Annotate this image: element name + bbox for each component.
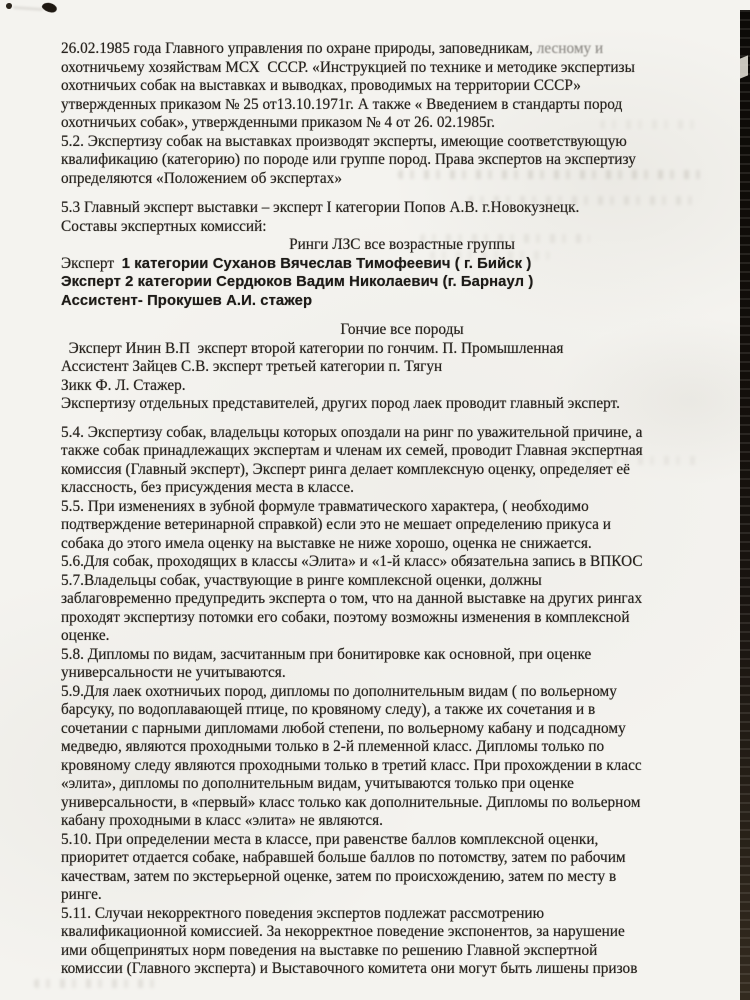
- doc-line: Составы экспертных комиссий:: [61, 217, 267, 235]
- doc-line: Ассистент- Прокушев А.И. стажер: [61, 292, 313, 309]
- ink-blot: [41, 1, 58, 15]
- doc-line: подтверждение ветеринарной справкой) если это не мешает определению прикуса и: [61, 516, 611, 533]
- scanner-edge-notch: [740, 55, 748, 78]
- doc-line: оценке.: [61, 627, 110, 644]
- doc-line: Ассистент Зайцев С.В. эксперт третьей категории п. Тягун: [61, 358, 443, 375]
- doc-line: качествам, затем по экстерьерной оценке, затем по происхождению, затем по месту в: [61, 867, 617, 885]
- doc-line: кровяному следу являются проходными только в третий класс. При прохождении в класс: [61, 756, 642, 774]
- doc-line: Эксперт Инин В.П эксперт второй категории по гончим. П. Промышленная: [61, 339, 564, 357]
- doc-line: 5.7.Владельцы собак, участвующие в ринге комплексной оценки, должны: [61, 571, 542, 589]
- doc-line: квалификацию (категорию) по породе или группе пород. Права экспертов на экспертизу: [61, 151, 636, 168]
- doc-text-run: 26.02.1985 года Главного управления по охране природы, заповедникам,: [61, 40, 537, 57]
- doc-line: приоритет отдается собаке, набравшей больше баллов по потомству, затем по рабочим: [61, 849, 626, 866]
- doc-line: 5.6.Для собак, проходящих в классы «Элита» и «1-й класс» обязательна запись в ВПКОС: [61, 553, 643, 570]
- doc-line: 5.11. Случаи некорректного поведения экспертов подлежат рассмотрению: [61, 904, 545, 922]
- doc-line: 5.4. Экспертизу собак, владельцы которых опоздали на ринг по уважительной причине, а: [61, 423, 643, 441]
- doc-line: также собак принадлежащих экспертам и членам их семей, проводит Главная экспертная: [61, 442, 643, 459]
- doc-line: Зикк Ф. Л. Стажер.: [61, 376, 186, 394]
- doc-line: медведю, являются проходными только в 2-й племенной класс. Дипломы только по: [61, 738, 605, 755]
- doc-line: определяются «Положением об экспертах»: [61, 169, 342, 187]
- doc-line: Гончие все породы: [340, 321, 464, 338]
- doc-line: 5.8. Дипломы по видам, засчитанным при бонитировке как основной, при оценке: [61, 645, 592, 663]
- scanner-edge-band: [740, 10, 750, 1000]
- bleedthrough-smudge: [34, 979, 164, 988]
- doc-line: 5.9.Для лаек охотничьих пород, дипломы по дополнительным видам ( по вольерному: [61, 682, 617, 700]
- doc-line: кабану проходными в класс «элита» не являются.: [61, 812, 384, 829]
- doc-line: собака до этого имела оценку на выставке не ниже хорошо, оценка не снижается.: [61, 534, 592, 552]
- doc-line: 5.2. Экспертизу собак на выставках производят эксперты, имеющие соответствующую: [61, 132, 627, 150]
- doc-line: [61, 255, 743, 274]
- doc-line: заблаговременно предупредить эксперта о том, что на данной выставке на других рингах: [61, 590, 643, 607]
- doc-line: ринге.: [61, 886, 102, 903]
- doc-line: классность, без присуждения места в классе.: [61, 479, 355, 496]
- doc-line: охотничьему хозяйствам МСХ СССР. «Инструкцией по технике и методике экспертизы: [61, 58, 635, 76]
- doc-line: универсальности не учитываются.: [61, 664, 286, 681]
- doc-line: охотничьих собак на выставках и выводках, проводимых на территории СССР»: [61, 77, 581, 94]
- doc-line: проходят экспертизу потомки его собаки, поэтому возможны изменения в комплексной: [61, 608, 630, 626]
- doc-line: 5.3 Главный эксперт выставки – эксперт I категории Попов А.В. г.Новокузнецк.: [61, 199, 580, 216]
- doc-line: универсальности, в «первый» класс только как дополнительные. Дипломы по вольерном: [61, 793, 641, 811]
- doc-line: охотничьих собак», утвержденными приказом № 4 от 26. 02.1985г.: [61, 114, 495, 131]
- doc-line: [61, 40, 743, 59]
- doc-line: комиссия (Главный эксперт), Эксперт ринга делает комплексную оценку, определяет её: [61, 460, 630, 478]
- doc-line: утвержденных приказом № 25 от13.10.1971г. А также « Введением в стандарты пород: [61, 95, 623, 113]
- doc-text-run: лесному и: [536, 40, 604, 57]
- doc-line: барсуку, по водоплавающей птице, по кровяному следу), а также их сочетания и в: [61, 701, 596, 718]
- ink-dot: [6, 3, 12, 9]
- document-text: [61, 40, 743, 979]
- doc-line: Эксперт 2 категории Сердюков Вадим Николаевич (г. Барнаул ): [61, 274, 534, 290]
- doc-line: 5.5. При изменениях в зубной формуле травматического характера, ( необходимо: [61, 497, 589, 515]
- doc-line: 5.10. При определении места в классе, при равенстве баллов комплексной оценки,: [61, 830, 599, 848]
- doc-text-run: 1 категории Суханов Вячеслав Тимофеевич ( г. Бийск ): [121, 255, 532, 272]
- doc-line: сочетании с парными дипломами любой степени, по вольерному кабану и подсадному: [61, 719, 626, 737]
- doc-line: «элита», дипломы по дополнительным видам, учитываются только при оценке: [61, 775, 574, 792]
- doc-line: комиссии (Главного эксперта) и Выставочного комитета они могут быть лишены призов: [61, 960, 638, 977]
- doc-line: Ринги ЛЗС все возрастные группы: [289, 236, 515, 253]
- ink-smear: [13, 6, 43, 11]
- doc-line: Экспертизу отдельных представителей, других пород лаек проводит главный эксперт.: [61, 395, 620, 412]
- doc-line: квалификационной комиссией. За некорректное поведение экспонентов, за нарушение: [61, 923, 625, 940]
- doc-line: ими общепринятых норм поведения на выставке по решению Главной экспертной: [61, 941, 598, 959]
- doc-text-run: Эксперт: [61, 254, 122, 272]
